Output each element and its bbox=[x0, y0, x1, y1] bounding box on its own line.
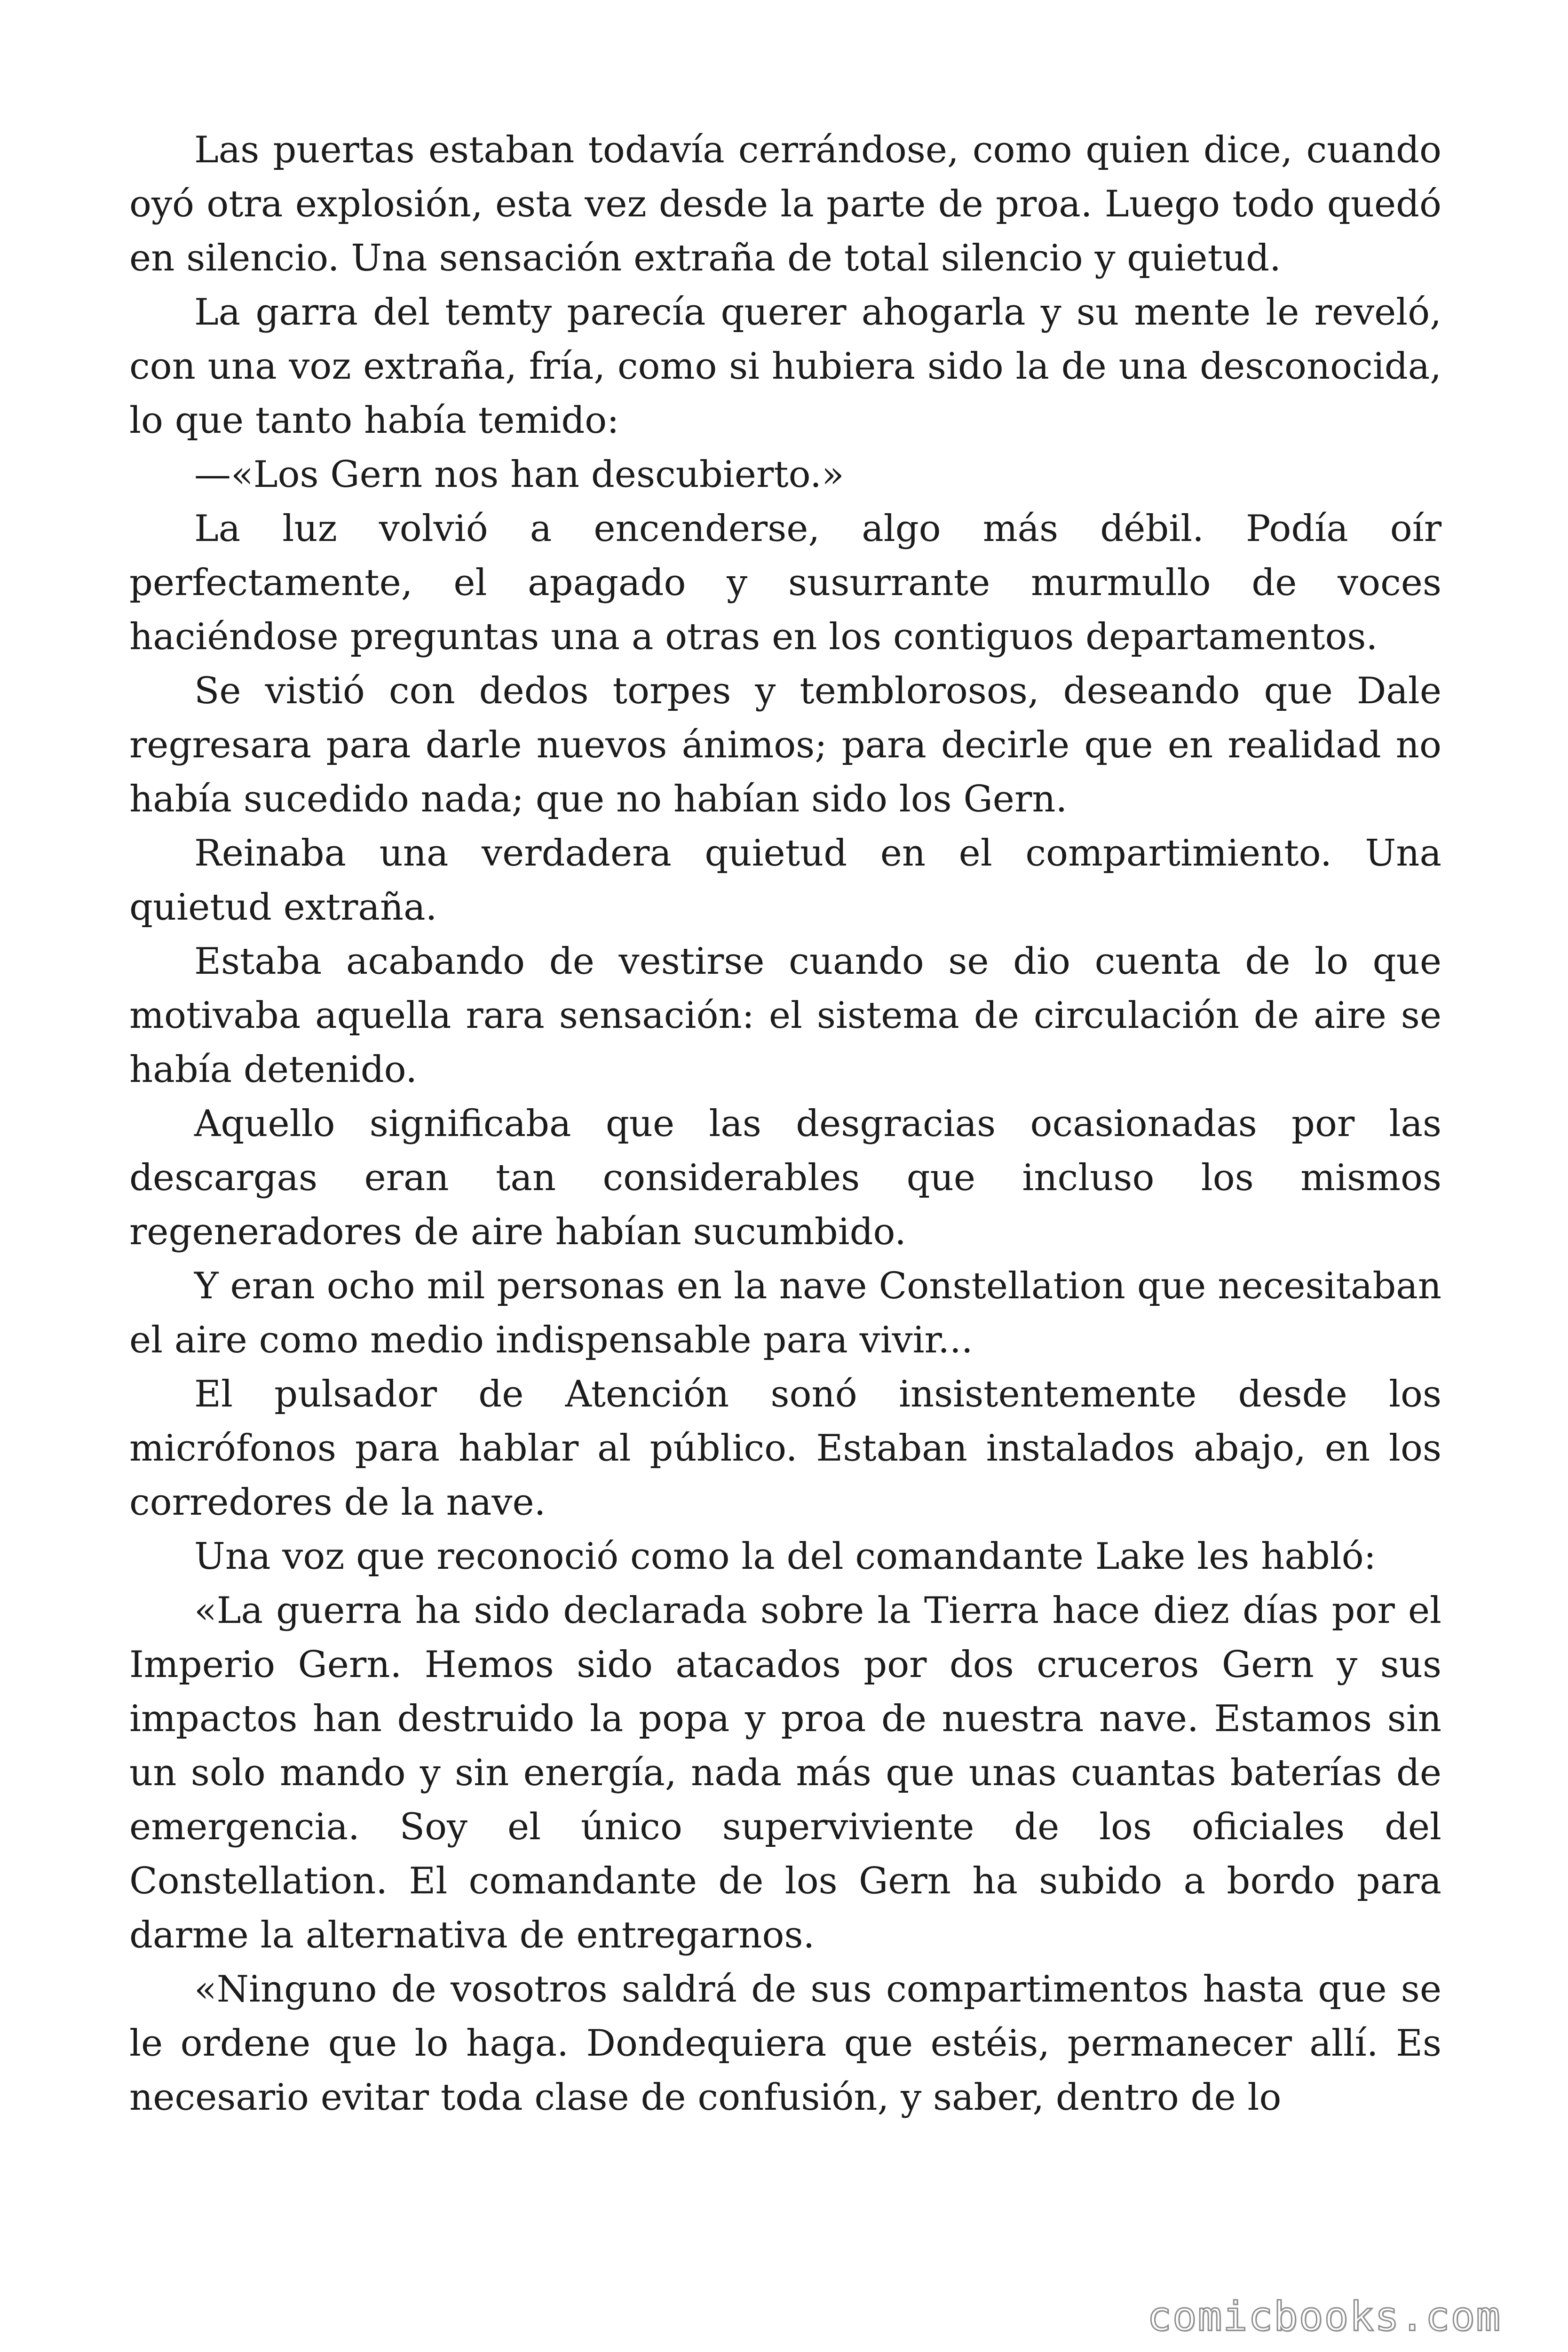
book-page-text bbox=[129, 123, 1441, 2125]
paragraph: «La guerra ha sido declarada sobre la Tierra hace diez días por el Imperio Gern. Hemos sido atacados por dos cruceros Gern y sus impactos han destruido la popa y proa de nuestra nave. Estamos sin un solo mando y sin energía, nada más que unas cuantas baterías de emergencia. Soy el único superviviente de los oficiales del Constellation. El comandante de los Gern ha subido a bordo para darme la alternativa de entregarnos. bbox=[129, 1589, 1441, 1956]
watermark: comicbooks.com bbox=[1147, 2293, 1501, 2340]
paragraph: La garra del temty parecía querer ahogarla y su mente le reveló, con una voz extraña, fría, como si hubiera sido la de una desconocida, lo que tanto había temido: bbox=[129, 291, 1441, 442]
paragraph: Las puertas estaban todavía cerrándose, como quien dice, cuando oyó otra explosión, esta vez desde la parte de proa. Luego todo quedó en silencio. Una sensación extraña de total silencio y quietud. bbox=[129, 129, 1441, 279]
paragraph: Estaba acabando de vestirse cuando se dio cuenta de lo que motivaba aquella rara sensación: el sistema de circulación de aire se había detenido. bbox=[129, 940, 1441, 1091]
paragraph: Aquello significaba que las desgracias ocasionadas por las descargas eran tan considerables que incluso los mismos regeneradores de aire habían sucumbido. bbox=[129, 1103, 1441, 1253]
paragraph: La luz volvió a encenderse, algo más débil. Podía oír perfectamente, el apagado y susurrante murmullo de voces haciéndose preguntas una a otras en los contiguos departamentos. bbox=[129, 508, 1441, 658]
paragraph: Reinaba una verdadera quietud en el compartimiento. Una quietud extraña. bbox=[129, 832, 1441, 929]
paragraph: Una voz que reconoció como la del comandante Lake les habló: bbox=[194, 1535, 1377, 1578]
paragraph: Se vistió con dedos torpes y temblorosos, deseando que Dale regresara para darle nuevos ánimos; para decirle que en realidad no había sucedido nada; que no habían sido los Gern. bbox=[129, 670, 1441, 820]
paragraph: Y eran ocho mil personas en la nave Constellation que necesitaban el aire como medio indispensable para vivir... bbox=[129, 1265, 1441, 1361]
paragraph: El pulsador de Atención sonó insistentemente desde los micrófonos para hablar al público. Estaban instalados abajo, en los corredores de la nave. bbox=[129, 1373, 1441, 1524]
paragraph: —«Los Gern nos han descubierto.» bbox=[194, 453, 844, 496]
paragraph: «Ninguno de vosotros saldrá de sus compartimentos hasta que se le ordene que lo haga. Dondequiera que estéis, permanecer allí. Es necesario evitar toda clase de confusión, y saber, dentro de lo bbox=[129, 1968, 1441, 2119]
